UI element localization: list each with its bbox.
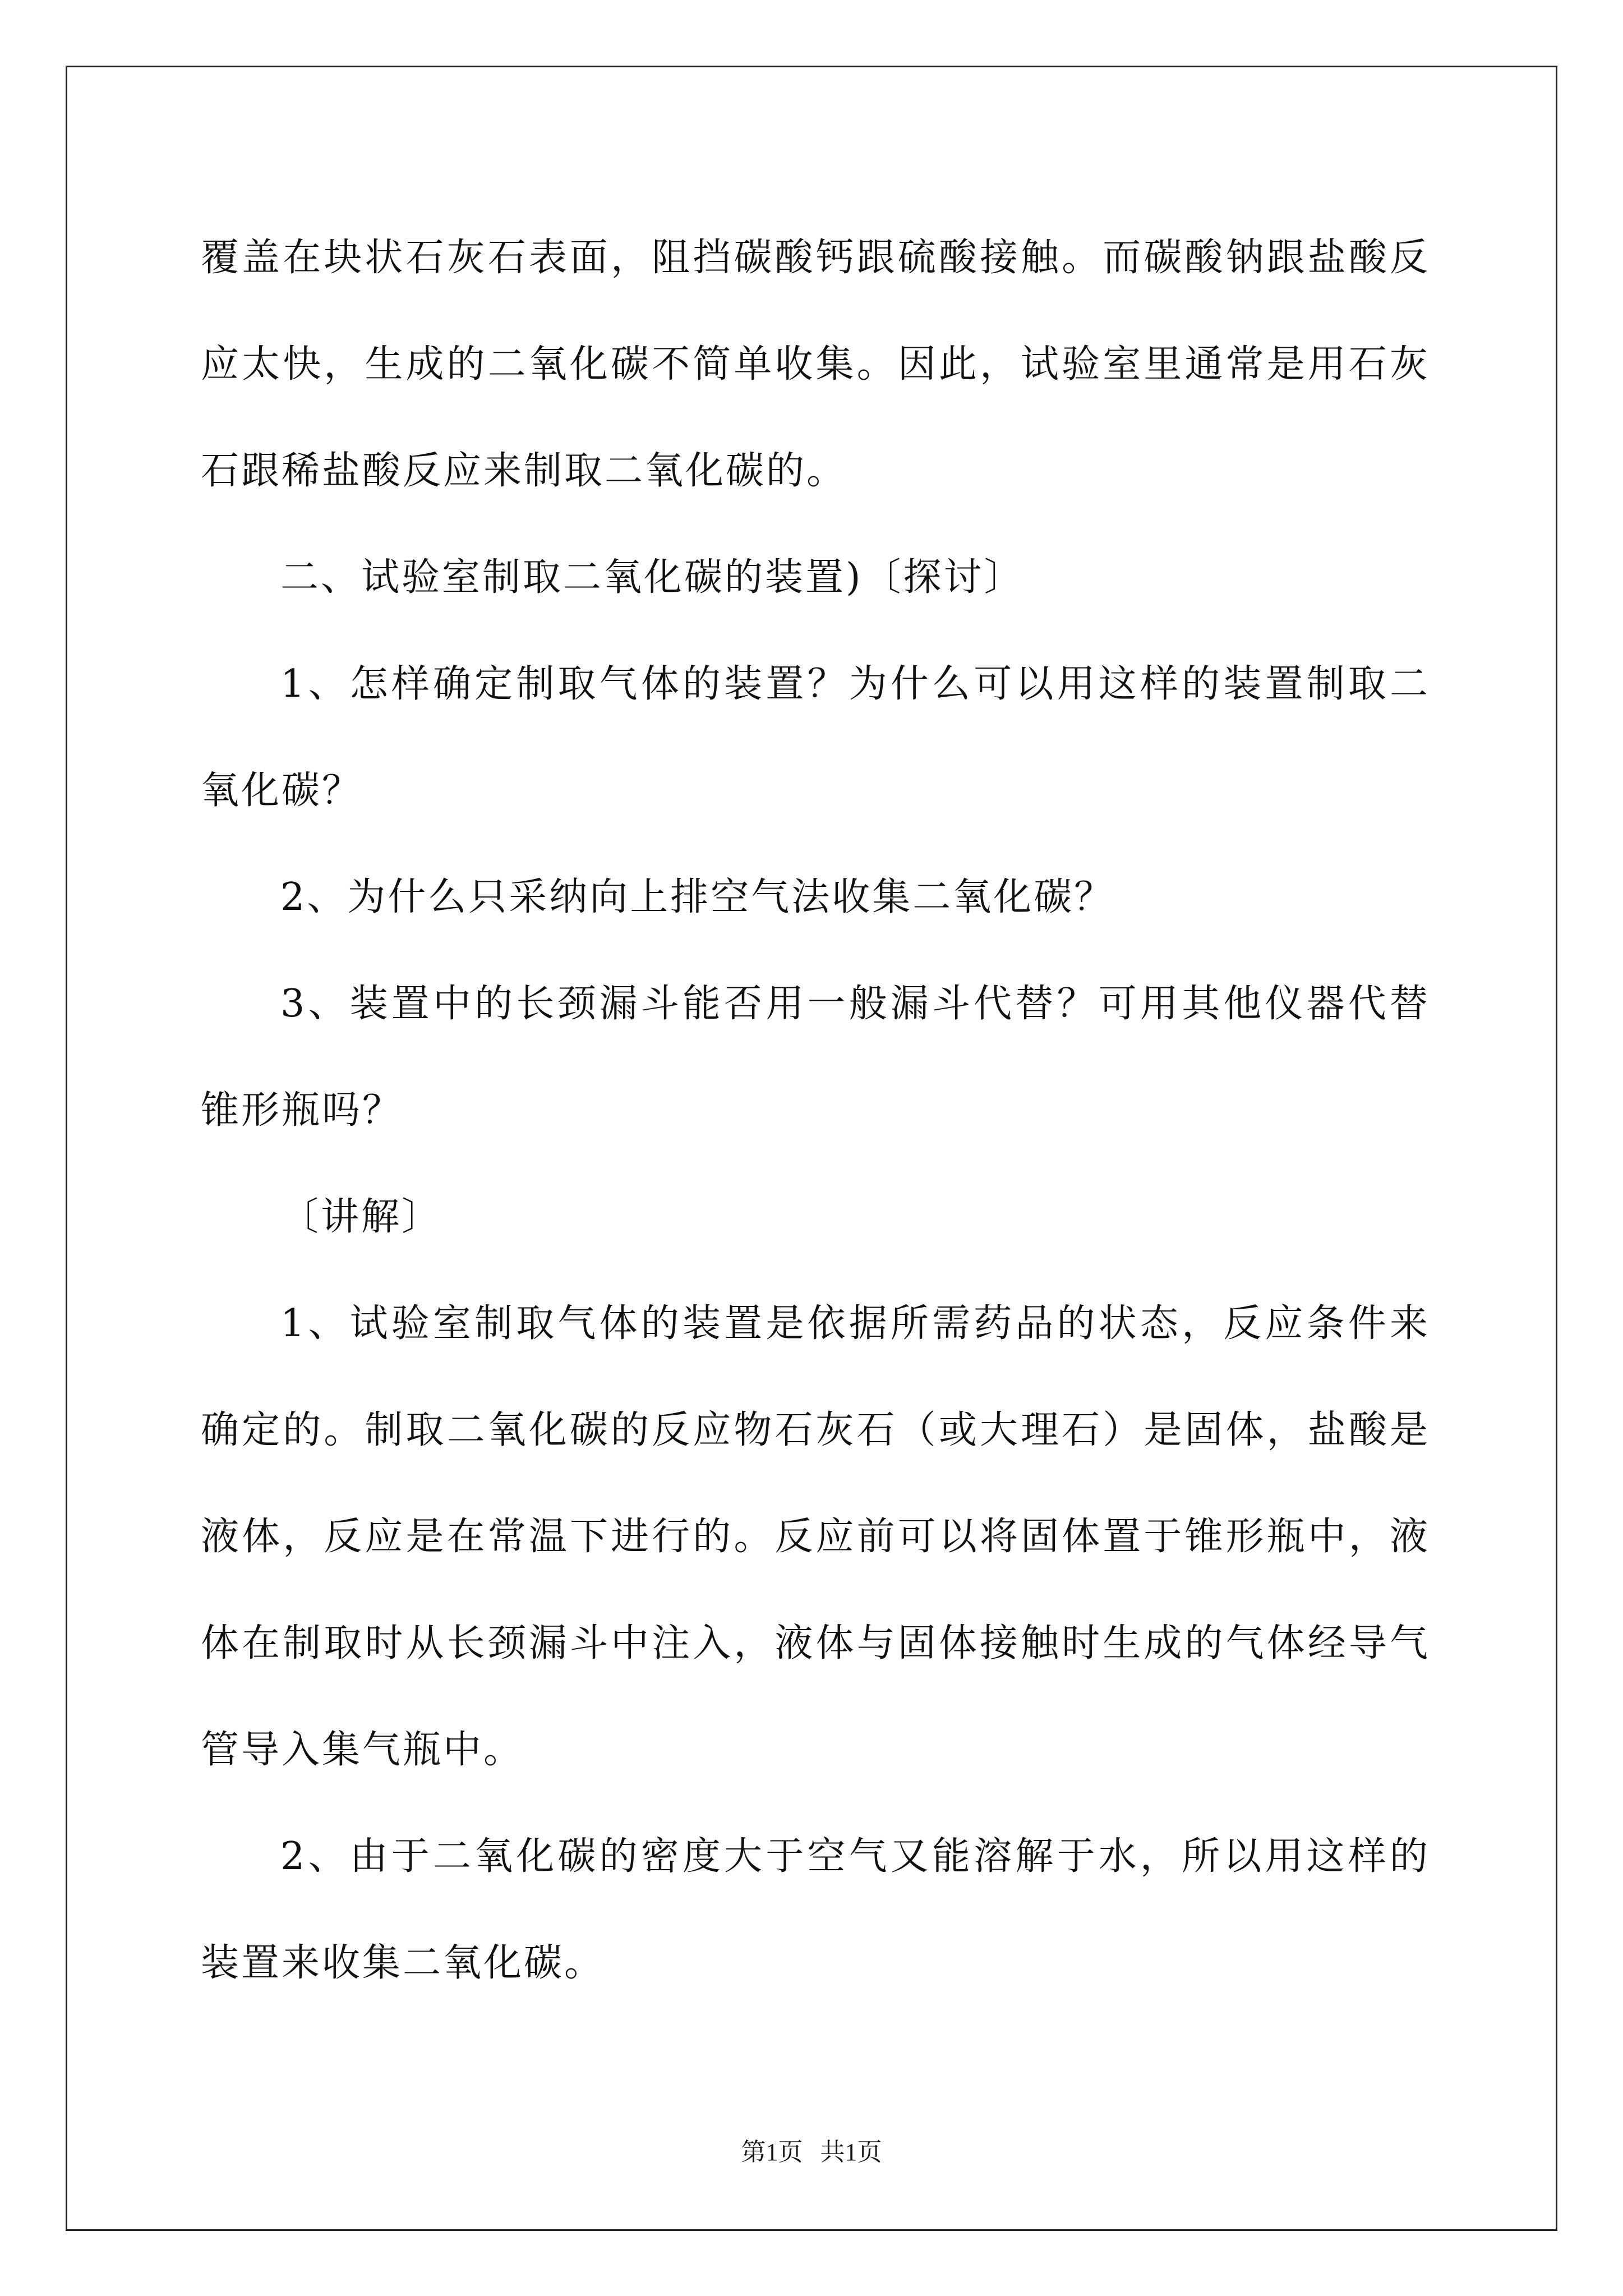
section-heading-apparatus: 二、试验室制取二氧化碳的装置)〔探讨〕 bbox=[280, 555, 1025, 600]
document-body bbox=[201, 205, 1430, 2017]
page-footer bbox=[0, 2132, 1623, 2168]
question-1: 1、怎样确定制取气体的装置？为什么可以用这样的装置制取二氧化碳？ bbox=[201, 662, 1430, 813]
question-2: 2、为什么只采纳向上排空气法收集二氧化碳？ bbox=[280, 875, 1115, 919]
explanation-heading: 〔讲解〕 bbox=[280, 1195, 442, 1239]
page-number-current: 第1页 bbox=[741, 2138, 803, 2166]
question-3: 3、装置中的长颈漏斗能否用一般漏斗代替？可用其他仪器代替锥形瓶吗？ bbox=[201, 982, 1430, 1133]
page-number-total: 共1页 bbox=[820, 2138, 882, 2166]
paragraph-1: 覆盖在块状石灰石表面，阻挡碳酸钙跟硫酸接触。而碳酸钠跟盐酸反应太快，生成的二氧化碳不简单收集。因此，试验室里通常是用石灰石跟稀盐酸反应来制取二氧化碳的。 bbox=[201, 236, 1430, 493]
explanation-1: 1、试验室制取气体的装置是依据所需药品的状态，反应条件来确定的。制取二氧化碳的反应物石灰石（或大理石）是固体，盐酸是液体，反应是在常温下进行的。反应前可以将固体置于锥形瓶中，液体在制取时从长颈漏斗中注入，液体与固体接触时生成的气体经导气管导入集气瓶中。 bbox=[201, 1301, 1430, 1772]
explanation-2: 2、由于二氧化碳的密度大于空气又能溶解于水，所以用这样的装置来收集二氧化碳。 bbox=[201, 1834, 1430, 1985]
